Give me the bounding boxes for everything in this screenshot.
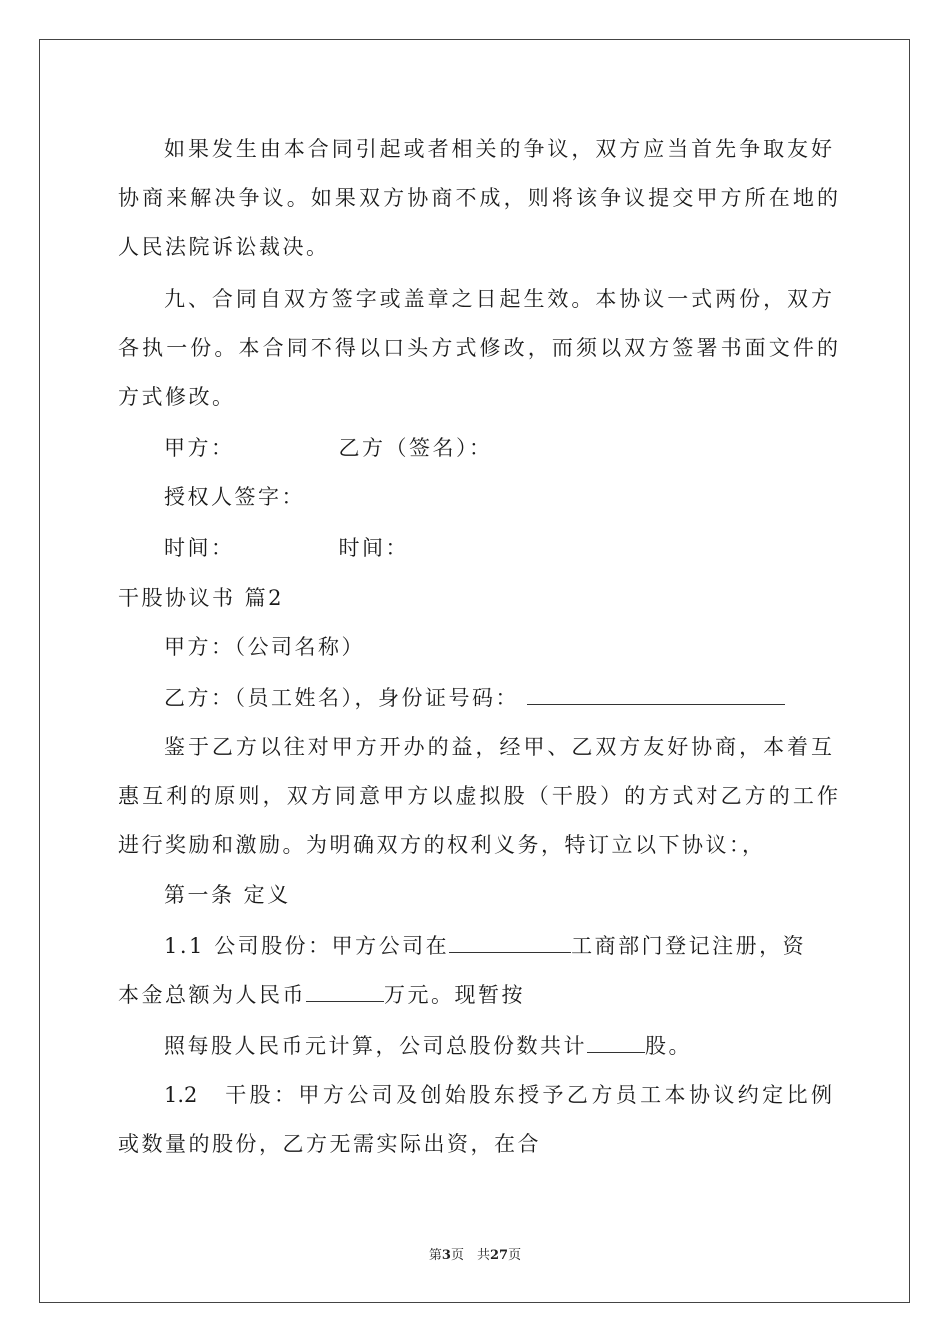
party-b-line (164, 682, 884, 712)
footer-text: 第 (428, 1248, 442, 1263)
clause-text: 万元。现暂按 (384, 983, 525, 1007)
footer-text: 页 (508, 1248, 522, 1263)
total-page-count: 27 (489, 1248, 509, 1263)
clause-text: 照每股人民币元计算，公司总股份数共计 (164, 1034, 587, 1058)
clause-text: 工商部门登记注册，资 (571, 934, 807, 958)
current-page-number: 3 (441, 1248, 451, 1263)
clause-1-1-line-2 (118, 979, 838, 1009)
time-b-label: 时间： (338, 536, 409, 560)
shares-blank (587, 1030, 645, 1053)
signature-row (164, 433, 884, 463)
paragraph-line: 协商来解决争议。如果双方协商不成，则将该争议提交甲方所在地的 (118, 186, 838, 210)
paragraph-line: 方式修改。 (118, 385, 236, 409)
party-a-label: 甲方： (164, 436, 235, 460)
clause-1-1-line-3 (164, 1030, 884, 1060)
id-number-blank (527, 682, 785, 705)
paragraph-line: 各执一份。本合同不得以口头方式修改，而须以双方签署书面文件的 (118, 336, 838, 360)
paragraph-line: 鉴于乙方以往对甲方开办的益，经甲、乙双方友好协商，本着互 (164, 735, 832, 759)
clause-text: 本金总额为人民币 (118, 983, 306, 1007)
section-title: 干股协议书 篇2 (118, 586, 285, 610)
capital-blank (306, 979, 384, 1002)
time-a-label: 时间： (164, 536, 235, 560)
paragraph-line: 九、合同自双方签字或盖章之日起生效。本协议一式两份，双方 (164, 287, 832, 311)
paragraph-line: 进行奖励和激励。为明确双方的权利义务，特订立以下协议：， (118, 833, 766, 857)
authorized-signature-label: 授权人签字： (164, 485, 305, 509)
page-footer (0, 1247, 950, 1265)
clause-1-1-line-1 (164, 930, 884, 960)
paragraph-line: 如果发生由本合同引起或者相关的争议，双方应当首先争取友好 (164, 137, 832, 161)
clause-text: 股。 (645, 1034, 692, 1058)
footer-text: 页 共 (450, 1248, 490, 1263)
page-border (39, 39, 910, 1303)
clause-1-2-line-2: 或数量的股份，乙方无需实际出资，在合 (118, 1132, 541, 1156)
paragraph-line: 人民法院诉讼裁决。 (118, 235, 330, 259)
party-b-label: 乙方（签名）： (338, 436, 493, 460)
article-title: 第一条 定义 (164, 883, 291, 907)
clause-1-2-line-1: 1.2 干股：甲方公司及创始股东授予乙方员工本协议约定比例 (164, 1083, 832, 1107)
paragraph-line: 惠互利的原则，双方同意甲方以虚拟股（干股）的方式对乙方的工作 (118, 784, 838, 808)
time-row (164, 533, 884, 563)
clause-text: 1.1 公司股份：甲方公司在 (164, 934, 450, 958)
registration-blank (449, 930, 571, 953)
party-a-line: 甲方：（公司名称） (164, 635, 365, 659)
party-b-text: 乙方：（员工姓名），身份证号码： (164, 686, 519, 710)
